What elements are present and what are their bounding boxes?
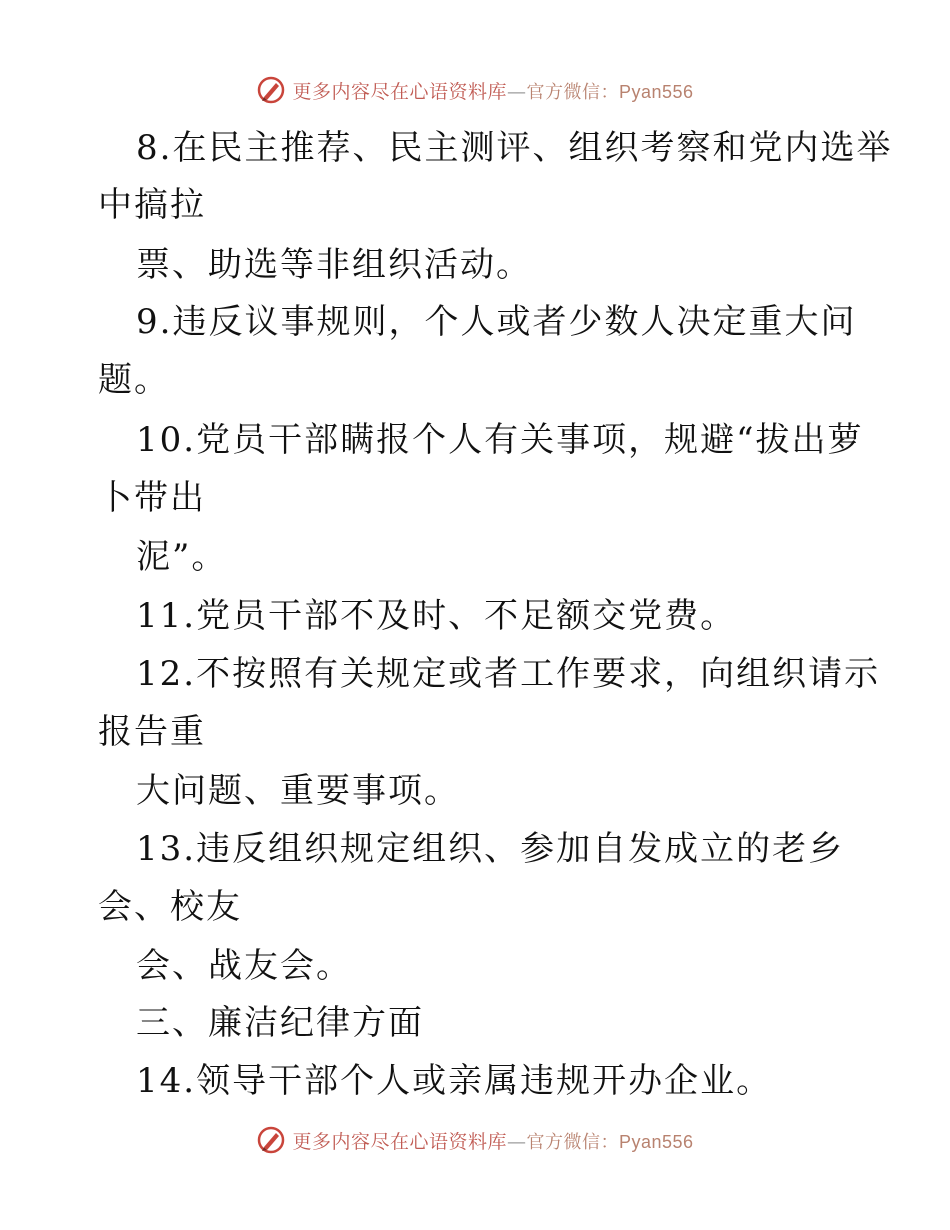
- paragraph-line: 12.不按照有关规定或者工作要求，向组织请示: [136, 654, 881, 694]
- watermark-text: [292, 1127, 693, 1154]
- header-watermark: [0, 72, 950, 108]
- paragraph-line: 13.违反组织规定组织、参加自发成立的老乡: [136, 829, 845, 869]
- paragraph-line: 14.领导干部个人或亲属违规开办企业。: [136, 1061, 773, 1101]
- paragraph-line: 9.违反议事规则，个人或者少数人决定重大问: [136, 302, 857, 342]
- paragraph-line: 会、校友: [98, 887, 242, 927]
- paragraph-line: 10.党员干部瞒报个人有关事项，规避“拔出萝: [136, 420, 864, 460]
- paragraph-line: 11.党员干部不及时、不足额交党费。: [136, 596, 737, 636]
- watermark-separator: —: [506, 80, 527, 103]
- watermark-wechat-text: 官方微信：Pyan556: [526, 81, 694, 102]
- paragraph-line: 中搞拉: [98, 185, 206, 225]
- watermark-wechat-text: 官方微信：Pyan556: [526, 1131, 694, 1152]
- paragraph-line: 8.在民主推荐、民主测评、组织考察和党内选举: [136, 128, 893, 168]
- paragraph-line: 泥”。: [136, 537, 228, 577]
- paragraph-line: 卜带出: [98, 478, 206, 518]
- footer-watermark: [0, 1122, 950, 1158]
- paragraph-line: 大问题、重要事项。: [136, 771, 460, 811]
- paragraph-line: 题。: [98, 360, 170, 400]
- pen-logo-icon: [256, 1125, 286, 1155]
- pen-logo-icon: [256, 75, 286, 105]
- watermark-separator: —: [506, 1130, 527, 1153]
- paragraph-line: 报告重: [98, 712, 206, 752]
- watermark-text: [292, 77, 693, 104]
- paragraph-line: 票、助选等非组织活动。: [136, 245, 532, 285]
- paragraph-line: 会、战友会。: [136, 946, 352, 986]
- section-heading: 三、廉洁纪律方面: [136, 1003, 424, 1043]
- watermark-main-text: 更多内容尽在心语资料库: [292, 80, 507, 103]
- watermark-main-text: 更多内容尽在心语资料库: [292, 1130, 507, 1153]
